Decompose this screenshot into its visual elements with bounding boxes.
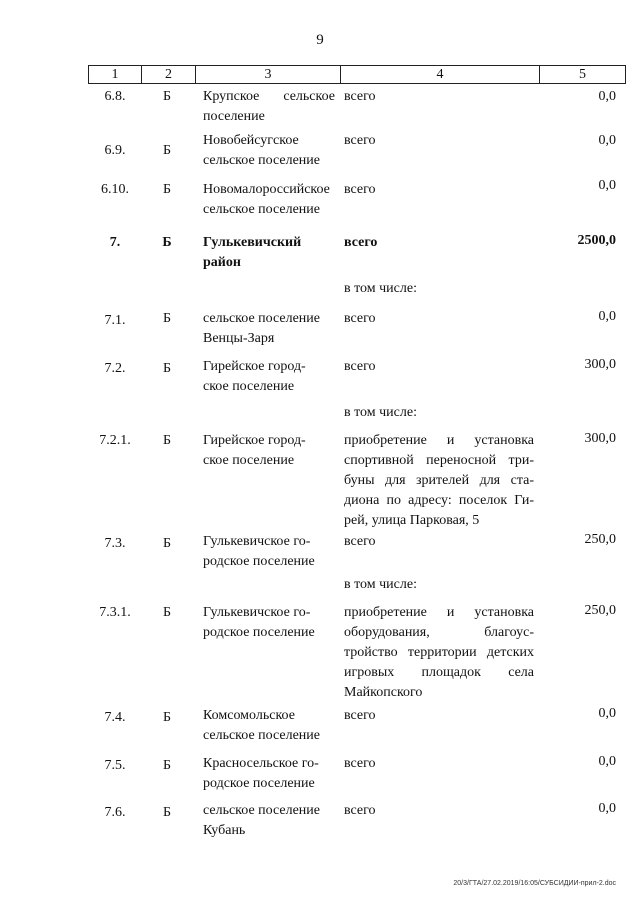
row-name-line: сельское поселение [203,202,320,217]
row-purpose-line: тройство территории детских [344,645,534,660]
row-amount: 2500,0 [577,233,616,248]
row-purpose-line: рей, улица Парковая, 5 [344,513,480,528]
row-category: Б [162,536,172,551]
row-purpose-line: игровых площадок села [344,665,534,680]
row-amount: 250,0 [584,532,616,547]
document-footer: 20/3/ГТА/27.02.2019/16:05/СУБСИДИИ-прил-2.doc [453,880,616,887]
row-number: 7.2. [104,361,126,376]
row-purpose-line: всего [344,756,376,771]
row-name-line: ское поселение [203,453,295,468]
including-label: в том числе: [344,405,417,420]
row-number: 7.4. [104,710,126,725]
row-name-line: сельское поселение [203,728,320,743]
header-col-5: 5 [579,67,586,82]
row-number: 7.1. [104,313,126,328]
row-category: Б [162,311,172,326]
row-category: Б [162,805,172,820]
row-purpose-line: всего [344,359,376,374]
row-number: 7.3.1. [99,605,131,620]
row-name-line: Венцы-Заря [203,331,275,346]
row-category: Б [162,182,172,197]
including-label: в том числе: [344,281,417,296]
row-name-line: Красносельское го- [203,756,319,771]
row-purpose-line: всего [344,133,376,148]
row-purpose-line: всего [344,235,378,250]
row-name-line: Гирейское город- [203,433,306,448]
row-category: Б [162,433,172,448]
row-category: Б [162,235,172,250]
row-number: 7.2.1. [99,433,131,448]
row-name-line: родское поселение [203,554,315,569]
row-category: Б [162,710,172,725]
row-category: Б [162,143,172,158]
header-col-3: 3 [264,67,272,82]
row-amount: 0,0 [598,754,616,769]
row-name-line: Крупское сельское [203,89,335,104]
row-purpose-line: всего [344,708,376,723]
row-number: 7.3. [104,536,126,551]
row-purpose-line: Майкопского [344,685,423,700]
row-purpose-line: всего [344,803,376,818]
row-number: 6.8. [104,89,126,104]
including-label: в том числе: [344,577,417,592]
row-purpose-line: всего [344,89,376,104]
page-number: 9 [316,32,324,48]
row-purpose-line: всего [344,182,376,197]
row-name-line: сельское поселение [203,311,320,326]
row-name-line: Новомалороссийское [203,182,330,197]
row-purpose-line: приобретение и установка [344,433,534,448]
row-name-line: ское поселение [203,379,295,394]
row-category: Б [162,89,172,104]
row-name-line: Гирейское город- [203,359,306,374]
row-amount: 300,0 [584,431,616,446]
header-col-1: 1 [111,67,119,82]
row-category: Б [162,361,172,376]
row-name-line: родское поселение [203,625,315,640]
row-number: 6.10. [101,182,129,197]
row-amount: 0,0 [598,133,616,148]
header-col-4: 4 [436,67,444,82]
row-number: 7.6. [104,805,126,820]
row-name-line: сельское поселение [203,803,320,818]
row-number: 6.9. [104,143,126,158]
row-name-line: Кубань [203,823,246,838]
row-amount: 0,0 [598,801,616,816]
row-name-line: Комсомольское [203,708,295,723]
row-category: Б [162,758,172,773]
row-amount: 250,0 [584,603,616,618]
row-name-line: Гулькевичское го- [203,534,311,549]
table-header [88,65,626,84]
row-number: 7. [109,235,121,250]
row-name-line: поселение [203,109,265,124]
row-purpose-line: буны для зрителей для ста- [344,473,534,488]
row-amount: 0,0 [598,178,616,193]
row-name-line: Новобейсугское [203,133,299,148]
row-number: 7.5. [104,758,126,773]
row-purpose-line: диона по адресу: поселок Ги- [344,493,534,508]
row-name-line: родское поселение [203,776,315,791]
row-category: Б [162,605,172,620]
header-col-2: 2 [165,67,172,82]
row-purpose-line: оборудования, благоус- [344,625,534,640]
row-name-line: Гулькевичский [203,235,302,250]
row-name-line: Гулькевичское го- [203,605,311,620]
row-amount: 300,0 [584,357,616,372]
row-name-line: сельское поселение [203,153,320,168]
row-name-line: район [203,255,241,270]
row-purpose-line: спортивной переносной три- [344,453,534,468]
row-purpose-line: всего [344,534,376,549]
row-purpose-line: приобретение и установка [344,605,534,620]
row-amount: 0,0 [598,706,616,721]
row-purpose-line: всего [344,311,376,326]
row-amount: 0,0 [598,89,616,104]
row-amount: 0,0 [598,309,616,324]
